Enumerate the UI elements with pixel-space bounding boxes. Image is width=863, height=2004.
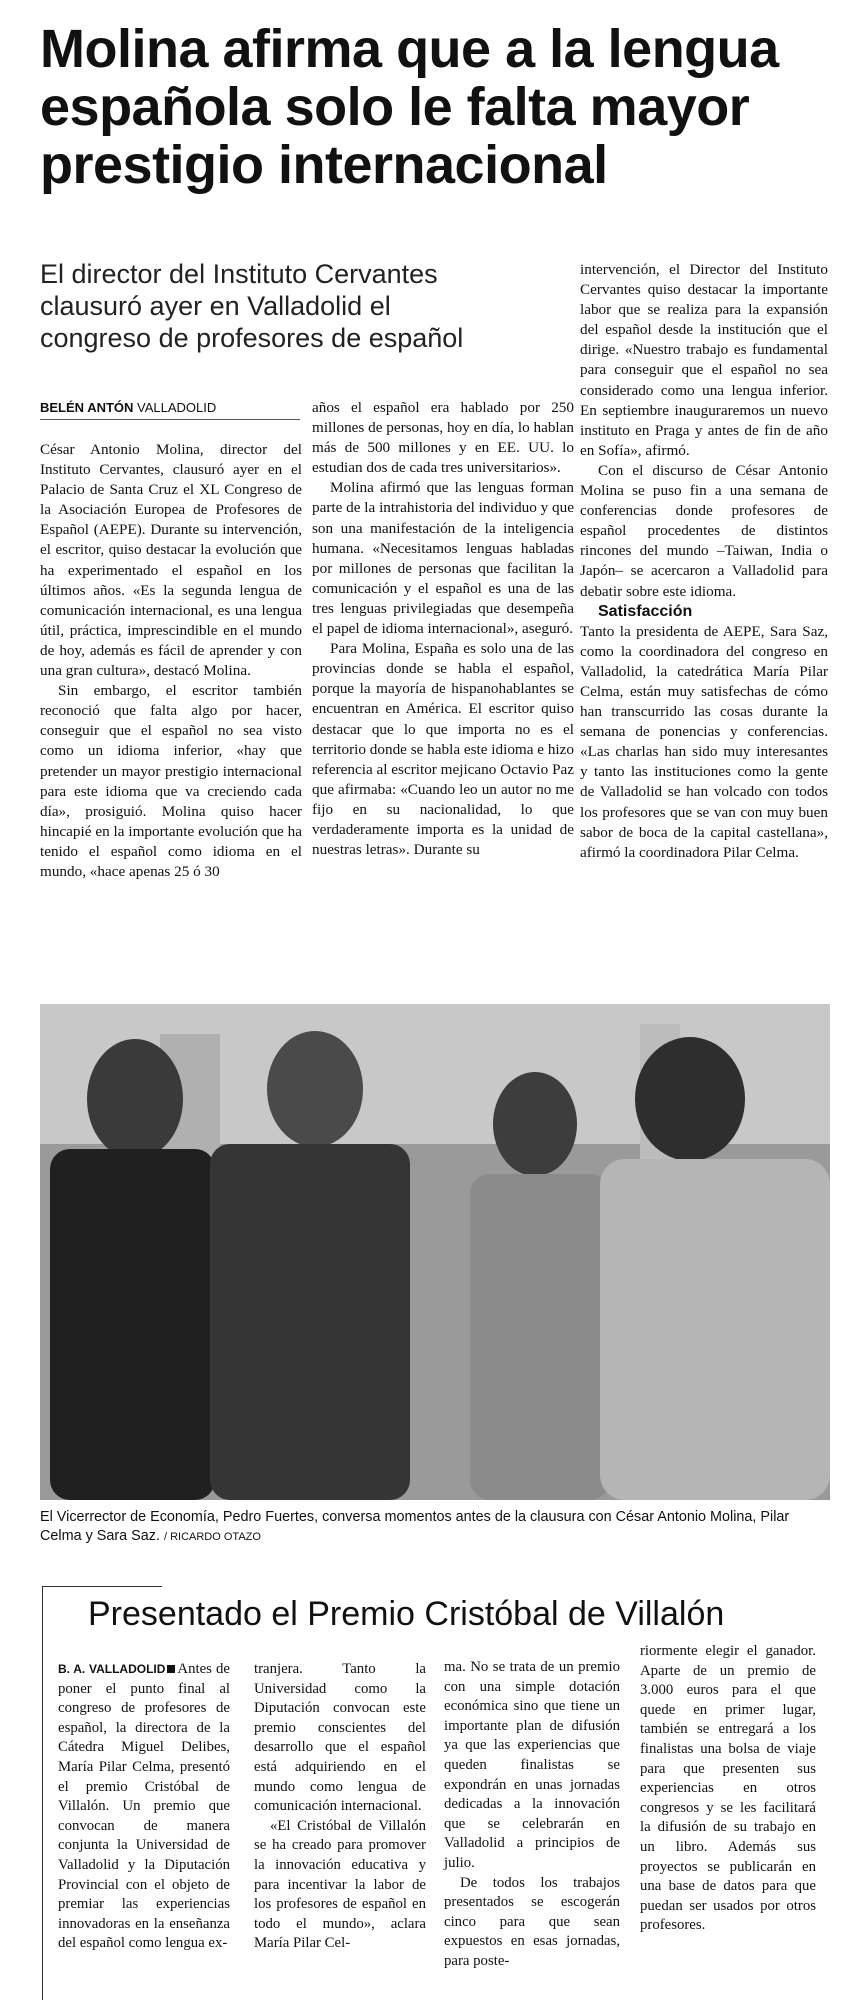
sidebar-column-3 [444,1658,620,1972]
paragraph: tranjera. Tanto la Universidad como la Diputación convocan este premio conscientes del desarrollo que el español está adquiriendo en el mundo como lengua de comunicación internacional. [254,1661,426,1815]
paragraph: intervención, el Director del Instituto Cervantes quiso destacar la importante labor que se realiza para la expansión del español desde la institución que el dirige. «Nuestro trabajo es fundamental para conseguir que el español no sea considerado como una lengua inferior. En septiembre inauguraremos un nuevo instituto en Praga y antes de fin de año en Sofía», afirmó. [580,261,828,459]
subhead-line-3: congreso de profesores de español [40,323,464,353]
sidebar-column-2 [254,1660,426,1954]
paragraph: Con el discurso de César Antonio Molina se puso fin a una semana de conferencias donde profesores de español procedentes de distintos rincones del mundo –Taiwan, India o Japón– se acercaron a Valladolid para debatir sobre este idioma. [580,461,828,600]
bullet-square-icon [167,1665,175,1673]
sidebar-column-1 [58,1660,230,1954]
article-column-1 [40,440,302,882]
article-byline [40,400,300,420]
paragraph: Sin embargo, el escritor también reconoció que falta algo por hacer, conseguir que el español no sea visto como un idioma inferior, «hay que pretender un mayor prestigio internacional para este idioma que va creciendo cada día», prosiguió. Molina quiso hacer hincapié en la importante evolución que ha tenido el español como idioma en el mundo, «hace apenas 25 ó 30 [40,682,302,880]
paragraph: César Antonio Molina, director del Instituto Cervantes, clausuró ayer en el Palacio de Santa Cruz el XL Congreso de la Asociación Europea de Profesores de Español (AEPE). Durante su intervención, el escritor, quiso destacar la evolución que ha experimentado el español en los últimos años. «Es la segunda lengua de comunicación internacional, es una lengua útil, práctica, imprescindible en el mundo de hoy, además es fácil de aprender y con una gran cultura», destacó Molina. [40,441,302,680]
caption-text: El Vicerrector de Economía, Pedro Fuertes, conversa momentos antes de la clausura con César Antonio Molina, Pilar Celma y Sara Saz. [40,1509,790,1544]
byline-author: BELÉN ANTÓN [40,400,134,415]
paragraph: Molina afirmó que las lenguas forman parte de la intrahistoria del individuo y que son una manifestación de la inteligencia humana. «Necesitamos lenguas habladas por millones de personas que facilitan la comunicación y el español es una de las tres lenguas privilegiadas que desempeña el papel de idioma internacional», aseguró. [312,479,574,638]
section-heading: Satisfacción [598,602,693,620]
byline-place: VALLADOLID [137,400,217,415]
news-photo [40,1004,830,1500]
article-column-2 [312,398,574,860]
headline-line-1: Molina afirma que a la lengua [40,19,779,79]
subhead-line-1: El director del Instituto Cervantes [40,259,438,289]
paragraph: riormente elegir el ganador. Aparte de un premio de 3.000 euros para el que quede en primer lugar, también se entregará a los finalistas una bolsa de viaje para que presenten sus experiencias en otros congresos y se les facilitará la difusión de su trabajo en un libro. Además sus proyectos se publicarán en una base de datos para que puedan ser usados por otros profesores. [640,1643,816,1934]
subhead-line-2: clausuró ayer en Valladolid el [40,291,391,321]
article-subhead [40,258,540,354]
paragraph: Para Molina, España es solo una de las provincias donde se habla el español, porque la mayoría de hispanohablantes se encuentran en América. El escritor quiso destacar que lo que importa no es el territorio donde se habla este idioma e hizo referencia al escritor mejicano Octavio Paz que afirmaba: «Cuando leo un autor no me fijo en su nacionalidad, lo que verdaderamente importa es la unidad de nuestras letras». Durante su [312,640,574,859]
sidebar-byline: B. A. VALLADOLID [58,1662,166,1676]
paragraph: años el español era hablado por 250 millones de personas, hoy en día, lo hablan más de 500 millones y en EE. UU. lo estudian dos de cada tres universitarios». [312,399,574,477]
caption-credit: / RICARDO OTAZO [163,1531,261,1543]
sidebar-rule-horizontal [42,1586,162,1587]
sidebar-lead: Antes de poner el punto final al congreso de profesores de español, la directora de la Cátedra Miguel Delibes, María Pilar Celma, presentó el premio Cristóbal de Villalón. Un premio que convocan de manera conjunta la Universidad de Valladolid y la Diputación Provincial con el objeto de premiar las experiencias innovadoras en la enseñanza del español como lengua ex- [58,1661,230,1952]
sidebar-rule-vertical [42,1586,43,2000]
sidebar-column-4 [640,1642,816,1936]
photo-caption [40,1508,830,1547]
paragraph: ma. No se trata de un premio con una simple dotación económica sino que tiene un importante plan de difusión ya que las experiencias que queden finalistas se expondrán en unas jornadas dedicadas a la innovación que se celebrarán en Valladolid a principios de julio. [444,1659,620,1871]
headline-line-2: española solo le falta mayor [40,77,750,137]
paragraph: De todos los trabajos presentados se escogerán cinco para que sean expuestos en esas jornadas, para poste- [444,1874,620,1969]
photo-image-icon [40,1004,830,1500]
sidebar-headline: Presentado el Premio Cristóbal de Villalón [88,1595,725,1633]
paragraph: «El Cristóbal de Villalón se ha creado para promover la innovación educativa y para incentivar la labor de los profesores de español en todo el mundo», aclara María Pilar Cel- [254,1817,426,1952]
paragraph [58,1660,230,1954]
article-headline [40,20,830,194]
paragraph: Tanto la presidenta de AEPE, Sara Saz, como la coordinadora del congreso en Valladolid, la catedrática María Pilar Celma, están muy satisfechas de cómo han transcurrido las cosas durante la semana de ponencias y conferencias. «Las charlas han sido muy interesantes y tanto las instituciones como la gente de Valladolid se han volcado con todos los profesores que se van con muy buen sabor de boca de la capital castellana», afirmó la coordinadora Pilar Celma. [580,622,828,861]
headline-line-3: prestigio internacional [40,135,608,195]
article-column-3 [580,260,828,863]
